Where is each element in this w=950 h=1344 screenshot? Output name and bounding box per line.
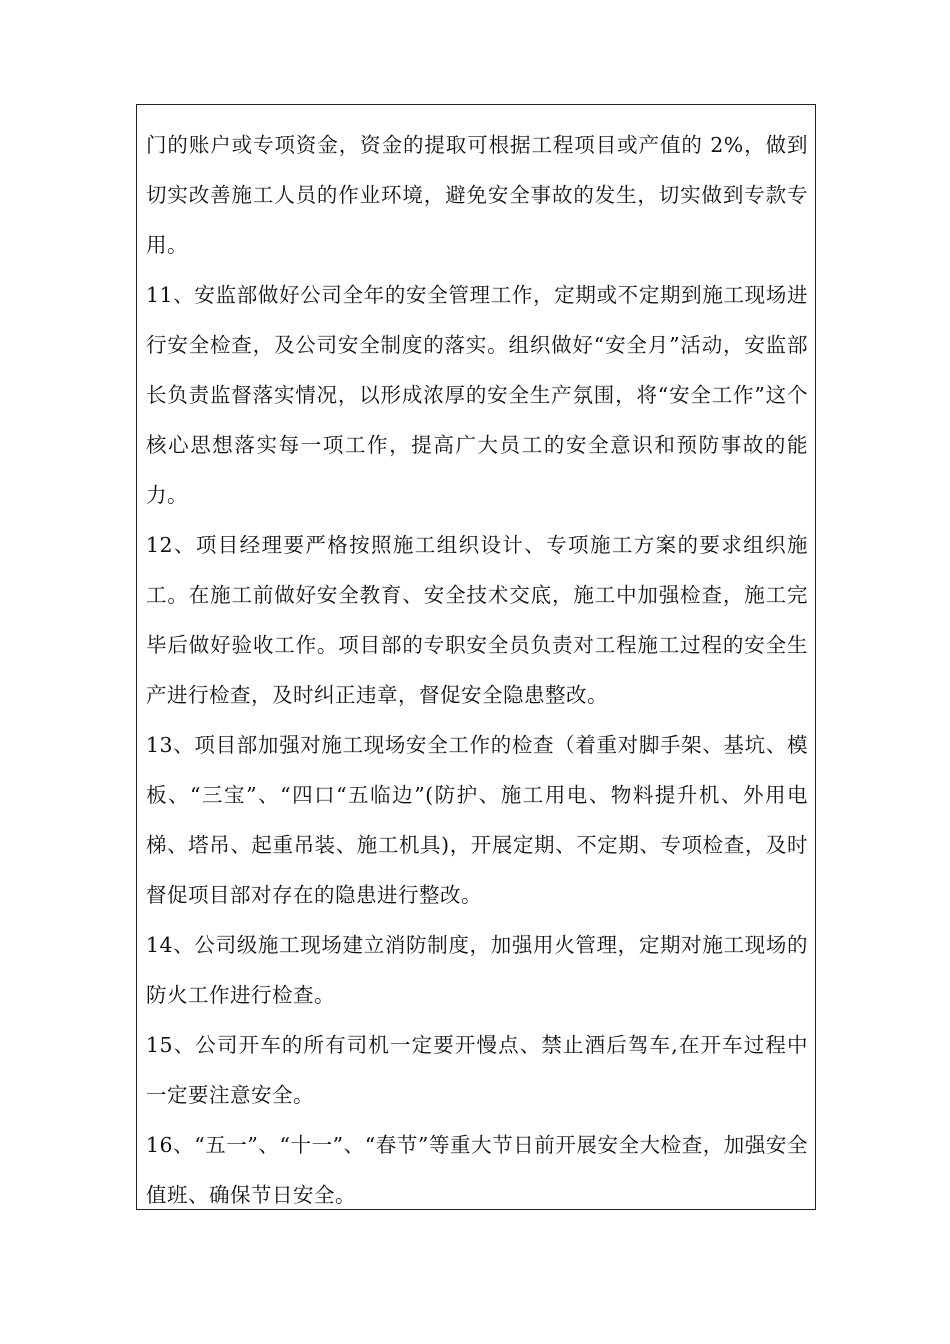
paragraph-item-15: 15、公司开车的所有司机一定要开慢点、禁止酒后驾车,在开车过程中一定要注意安全。 [146, 1033, 808, 1107]
paragraph-item-11: 11、安监部做好公司全年的安全管理工作，定期或不定期到施工现场进行安全检查，及公司安全制度的落实。组织做好“安全月”活动，安监部长负责监督落实情况，以形成浓厚的安全生产氛围，将“安全工作”这个核心思想落实每一项工作，提高广大员工的安全意识和预防事故的能力。 [146, 283, 808, 507]
paragraph-fund-continuation: 门的账户或专项资金，资金的提取可根据工程项目或产值的 2%，做到切实改善施工人员的作业环境，避免安全事故的发生，切实做到专款专用。 [146, 133, 808, 257]
paragraph-item-16: 16、“五一”、“十一”、“春节”等重大节日前开展安全大检查，加强安全值班、确保节日安全。 [146, 1133, 808, 1207]
document-body [146, 120, 808, 1220]
document-frame [136, 104, 816, 1210]
paragraph-item-14: 14、公司级施工现场建立消防制度，加强用火管理，定期对施工现场的防火工作进行检查。 [146, 933, 808, 1007]
paragraph-item-12: 12、项目经理要严格按照施工组织设计、专项施工方案的要求组织施工。在施工前做好安全教育、安全技术交底，施工中加强检查，施工完毕后做好验收工作。项目部的专职安全员负责对工程施工过程的安全生产进行检查，及时纠正违章，督促安全隐患整改。 [146, 533, 808, 707]
paragraph-item-13: 13、项目部加强对施工现场安全工作的检查（着重对脚手架、基坑、模板、“三宝”、“四口“五临边”(防护、施工用电、物料提升机、外用电梯、塔吊、起重吊装、施工机具)，开展定期、不定期、专项检查，及时督促项目部对存在的隐患进行整改。 [146, 733, 808, 907]
